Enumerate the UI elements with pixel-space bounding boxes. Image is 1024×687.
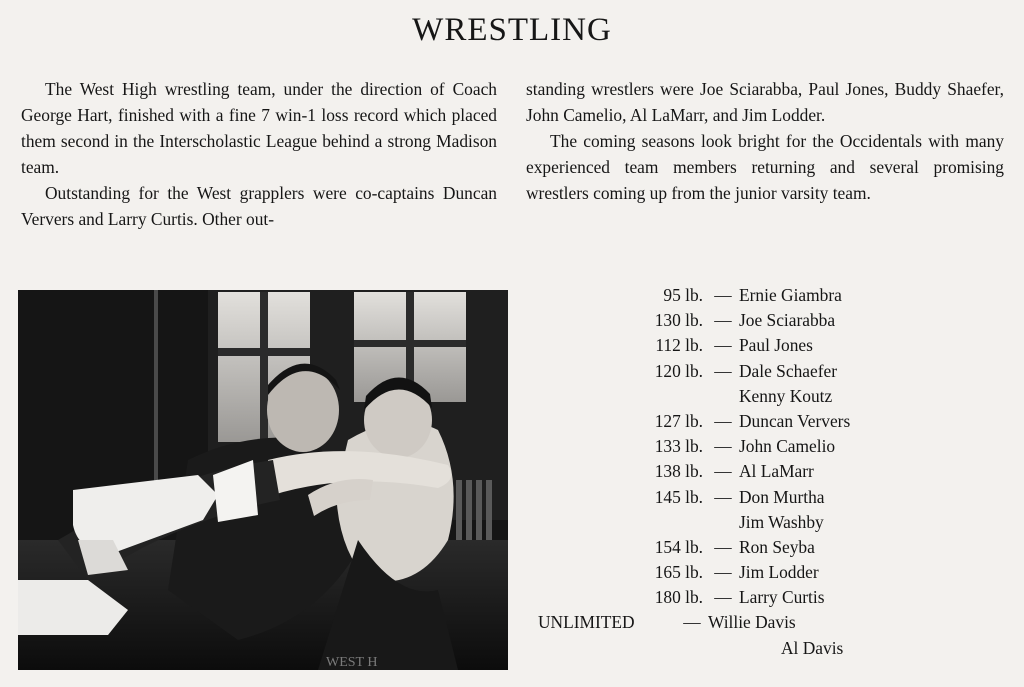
article-paragraph: The West High wrestling team, under the direction of Coach George Hart, finished with a fine 7 win-1 loss record which placed them second in the Interscholastic League behind a strong Madison team. bbox=[21, 79, 497, 177]
roster-row bbox=[586, 485, 850, 510]
dash: — bbox=[714, 461, 732, 482]
article-left-column bbox=[21, 76, 497, 232]
roster-row bbox=[586, 283, 850, 308]
wrestler-name: Willie Davis bbox=[708, 612, 796, 633]
weight-class: UNLIMITED bbox=[538, 612, 635, 633]
wrestler-name: Al LaMarr bbox=[739, 461, 814, 482]
article-paragraph: Outstanding for the West grapplers were co-captains Duncan Ververs and Larry Curtis. Other out- bbox=[21, 183, 497, 229]
roster-row bbox=[586, 333, 850, 358]
weight-class: 165 lb. bbox=[654, 562, 703, 583]
dash: — bbox=[714, 587, 732, 608]
roster-row bbox=[538, 610, 850, 635]
dash: — bbox=[714, 562, 732, 583]
weight-class: 120 lb. bbox=[654, 360, 703, 381]
roster-row bbox=[586, 308, 850, 333]
dash: — bbox=[714, 536, 732, 557]
roster-row bbox=[586, 535, 850, 560]
dash: — bbox=[714, 335, 732, 356]
weight-class: 127 lb. bbox=[654, 410, 703, 431]
wrestler-name: John Camelio bbox=[739, 436, 836, 457]
wrestler-name: Duncan Ververs bbox=[739, 410, 851, 431]
dash: — bbox=[714, 436, 732, 457]
wrestler-name: Al Davis bbox=[781, 637, 844, 658]
page-title: WRESTLING bbox=[412, 12, 612, 48]
dash: — bbox=[714, 360, 732, 381]
roster-row bbox=[586, 409, 850, 434]
weight-class: 95 lb. bbox=[663, 285, 703, 305]
weight-class bbox=[586, 384, 707, 409]
dash: — bbox=[714, 285, 732, 305]
weight-class bbox=[586, 636, 781, 661]
wrestler-name: Jim Lodder bbox=[739, 562, 819, 583]
wrestling-photo bbox=[18, 290, 508, 670]
dash: — bbox=[714, 310, 732, 331]
weight-class: 112 lb. bbox=[655, 335, 703, 356]
wrestler-name: Kenny Koutz bbox=[739, 385, 833, 406]
weight-class: 138 lb. bbox=[654, 461, 703, 482]
wrestlers-image bbox=[18, 290, 508, 670]
dash: — bbox=[714, 486, 732, 507]
weight-class: 130 lb. bbox=[654, 310, 703, 331]
dash-spacer bbox=[707, 510, 739, 535]
wrestler-name: Ernie Giambra bbox=[739, 285, 842, 305]
weight-class: 133 lb. bbox=[654, 436, 703, 457]
article-paragraph: The coming seasons look bright for the Occidentals with many experienced team members returning and several promising wrestlers coming up from the junior varsity team. bbox=[526, 131, 1004, 203]
article-right-column bbox=[526, 76, 1004, 206]
wrestler-name: Joe Sciarabba bbox=[739, 310, 836, 331]
roster-row bbox=[586, 585, 850, 610]
team-roster bbox=[538, 283, 851, 661]
wrestler-name: Don Murtha bbox=[739, 486, 825, 507]
roster-row bbox=[586, 510, 850, 535]
weight-class: 180 lb. bbox=[654, 587, 703, 608]
roster-row bbox=[586, 359, 850, 384]
wrestler-name: Jim Washby bbox=[739, 511, 824, 532]
wrestler-name: Paul Jones bbox=[739, 335, 813, 356]
dash: — bbox=[714, 410, 732, 431]
weight-class bbox=[586, 510, 707, 535]
roster-row bbox=[586, 384, 850, 409]
roster-row bbox=[586, 434, 850, 459]
wrestler-name: Ron Seyba bbox=[739, 536, 815, 557]
article-paragraph: standing wrestlers were Joe Sciarabba, Paul Jones, Buddy Shaefer, John Camelio, Al LaMarr, and Jim Lodder. bbox=[526, 79, 1004, 125]
roster-row bbox=[586, 636, 850, 661]
shirt-lettering: WEST H bbox=[326, 655, 378, 670]
wrestler-name: Larry Curtis bbox=[739, 587, 825, 608]
dash-spacer bbox=[707, 384, 739, 409]
roster-row bbox=[586, 459, 850, 484]
roster-row bbox=[586, 560, 850, 585]
weight-class: 145 lb. bbox=[654, 486, 703, 507]
wrestler-name: Dale Schaefer bbox=[739, 360, 838, 381]
weight-class: 154 lb. bbox=[654, 536, 703, 557]
dash: — bbox=[683, 612, 701, 633]
